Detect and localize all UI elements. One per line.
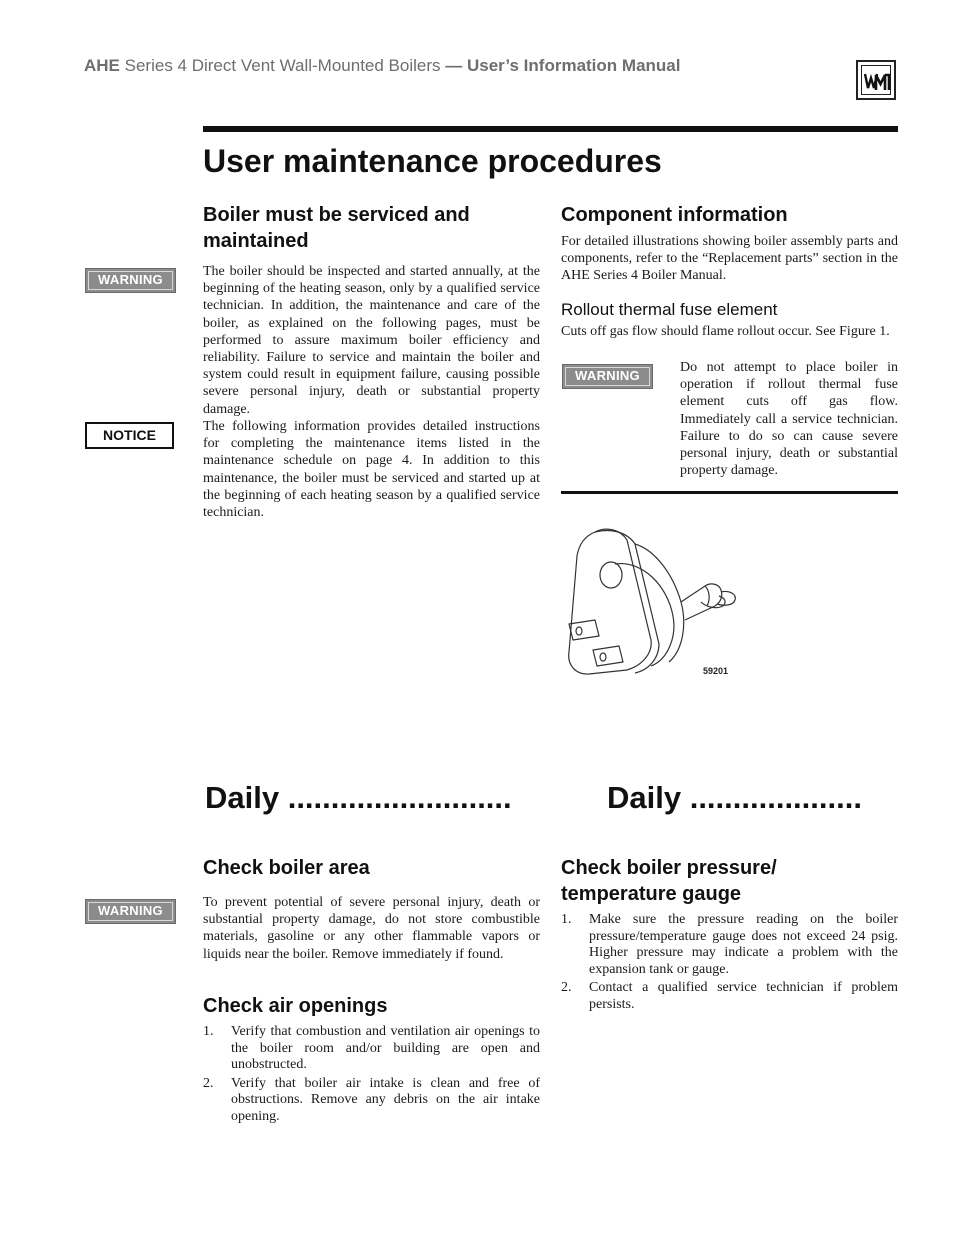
pressure-gauge-list	[561, 912, 898, 1016]
header-series: Series 4 Direct Vent Wall-Mounted Boilers	[119, 56, 446, 75]
header-brand: AHE	[84, 56, 120, 75]
warning-badge-area: WARNING	[85, 899, 176, 924]
figure-code: 59201	[703, 666, 729, 676]
list-item	[561, 912, 898, 978]
wm-logo-glyph	[862, 66, 894, 98]
section-heading-boiler-area: Check boiler area	[203, 857, 370, 879]
header-manual-title: User’s Information Manual	[466, 56, 681, 75]
heading-line-1: Check boiler pressure/	[561, 857, 777, 879]
list-number: 1.	[561, 912, 572, 927]
figure-rule	[561, 491, 898, 494]
air-openings-list	[203, 1024, 540, 1128]
notice-badge: NOTICE	[85, 422, 174, 449]
title-rule	[203, 126, 898, 132]
section-heading-pressure-gauge	[561, 855, 898, 907]
notice-text: The following information provides detailed instructions for completing the maintenance items listed in the maintenance schedule on page 4. In addition to this maintenance, the boiler must be serviced and started up at the beginning of each heating season by a qualified service technician.	[203, 419, 540, 521]
rollout-fuse-illustration	[555, 520, 745, 685]
rollout-text: Cuts off gas flow should flame rollout occur. See Figure 1.	[561, 324, 890, 339]
header-dash: —	[445, 56, 467, 75]
daily-heading-right: Daily ....................	[607, 780, 862, 815]
warning-text-serviced: The boiler should be inspected and started annually, at the beginning of the heating season, only by a qualified service technician. In addition, the maintenance and care of the boiler, as explained on the following pages, must be performed to assure maximum boiler efficiency and reliability. Failure to service and maintain the boiler and system could result in equipment failure, causing possible severe personal injury, death or substantial property damage.	[203, 264, 540, 417]
logo-frame	[861, 65, 891, 95]
heading-line-2: temperature gauge	[561, 883, 742, 905]
list-number: 1.	[203, 1024, 214, 1039]
daily-heading-left: Daily ..........................	[205, 780, 512, 815]
warning-badge: WARNING	[85, 268, 176, 293]
list-number: 2.	[203, 1075, 214, 1091]
list-number: 2.	[561, 980, 572, 996]
section-heading-serviced: Boiler must be serviced and maintained	[203, 204, 470, 252]
list-text: Verify that combustion and ventilation air openings to the boiler room and/or building are open and unobstructed.	[231, 1024, 540, 1073]
list-item	[203, 1076, 540, 1126]
list-text: Make sure the pressure reading on the boiler pressure/temperature gauge does not exceed 24 psig. Higher pressure may indicate a problem with the expansion tank or gauge.	[589, 912, 898, 977]
subheading-rollout: Rollout thermal fuse element	[561, 300, 778, 319]
list-item	[561, 980, 898, 1013]
wm-logo-icon	[856, 60, 896, 100]
section-heading-component: Component information	[561, 204, 788, 226]
component-intro: For detailed illustrations showing boiler assembly parts and components, refer to the “Replacement parts” section in the AHE Series 4 Boiler Manual.	[561, 234, 898, 284]
list-text: Verify that boiler air intake is clean and free of obstructions. Remove any debris on the air intake opening.	[231, 1075, 540, 1124]
list-text: Contact a qualified service technician if problem persists.	[589, 980, 898, 1012]
list-item	[203, 1024, 540, 1074]
running-header	[84, 56, 680, 76]
section-heading-air-openings: Check air openings	[203, 995, 388, 1017]
page-title: User maintenance procedures	[203, 143, 662, 179]
warning-badge-rollout: WARNING	[562, 364, 653, 389]
warning-text-rollout: Do not attempt to place boiler in operation if rollout thermal fuse element cuts off gas flow. Immediately call a service technician. Failure to do so can cause severe personal injury, death or substantial property damage.	[680, 360, 898, 479]
warning-text-area: To prevent potential of severe personal injury, death or substantial property damage, do not store combustible materials, gasoline or any other flammable vapors or liquids near the boiler. Remove immediately if found.	[203, 895, 540, 962]
